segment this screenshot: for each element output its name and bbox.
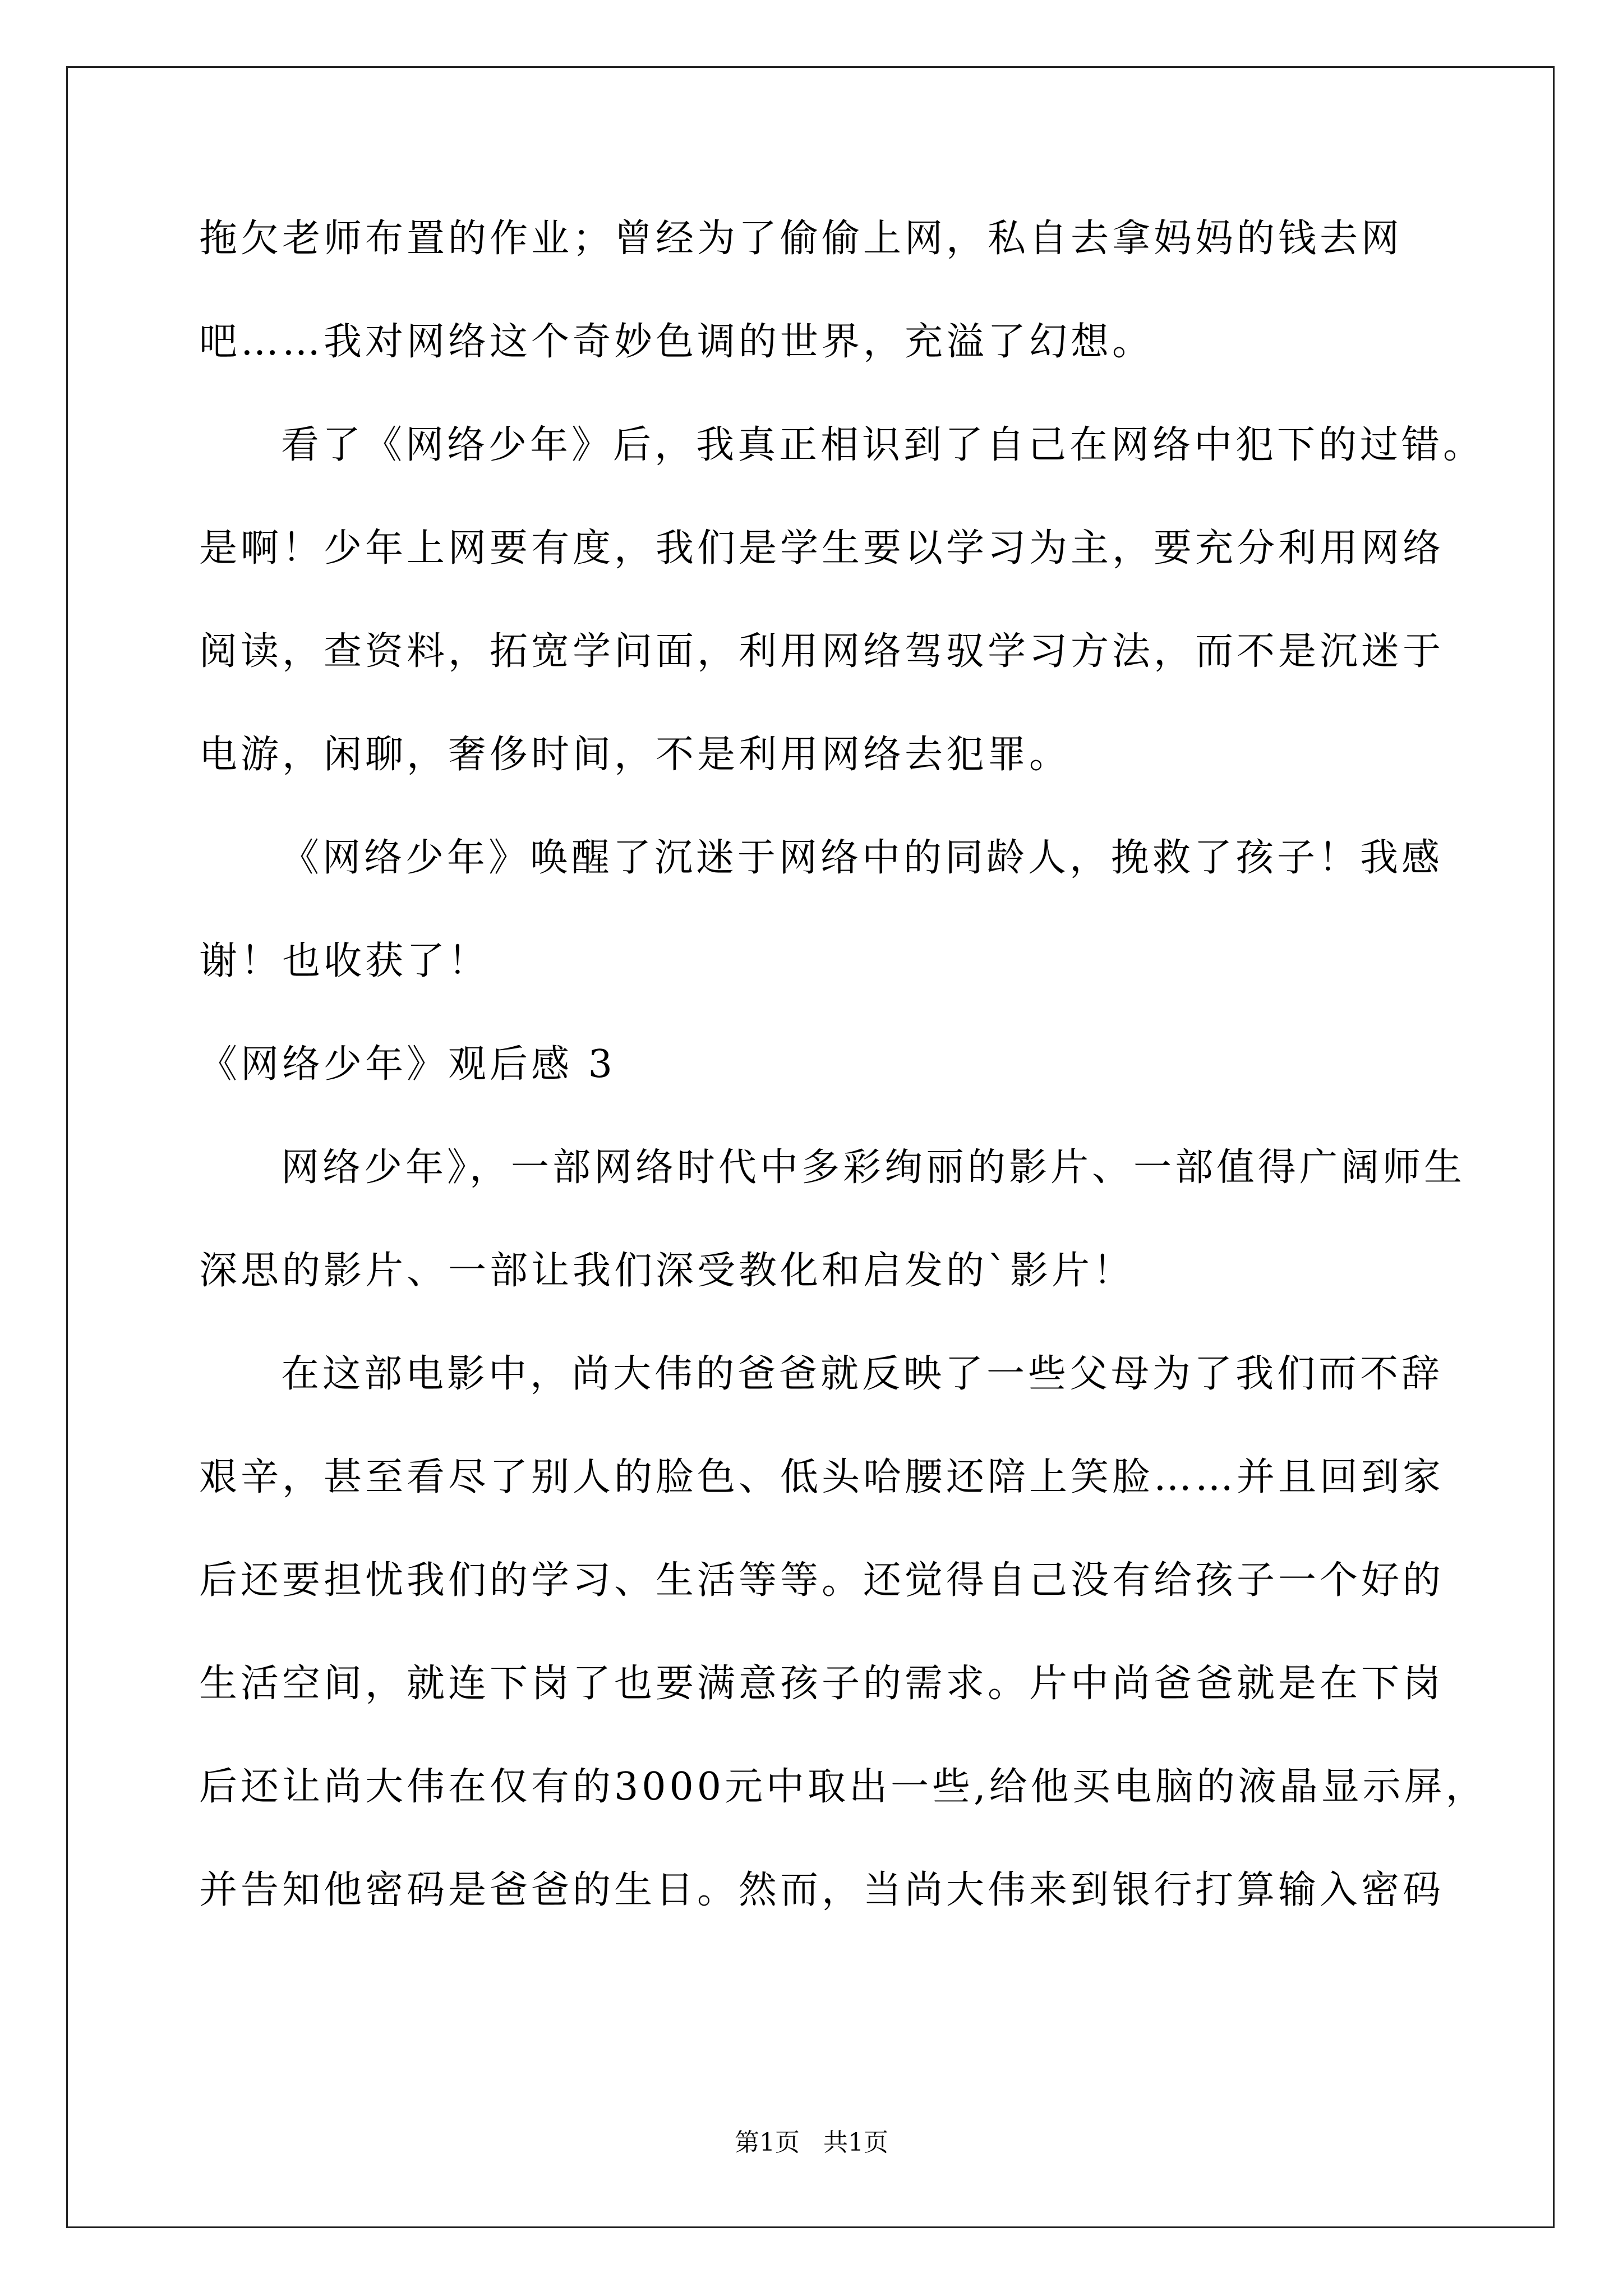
text-line: 谢！也收获了！ bbox=[199, 939, 490, 983]
page-number: 第1页 共1页 bbox=[735, 2128, 888, 2157]
text-line: 吧……我对网络这个奇妙色调的世界，充溢了幻想。 bbox=[199, 320, 1154, 364]
paragraph-start: 《网络少年》唤醒了沉迷于网络中的同龄人，挽救了孩子！我感 bbox=[281, 836, 1444, 880]
text-line: 深思的影片、一部让我们深受教化和启发的`影片！ bbox=[199, 1249, 1135, 1293]
text-line: 后还让尚大伟在仅有的3000元中取出一些,给他买电脑的液晶显示屏， bbox=[199, 1765, 1487, 1809]
text-line: 并告知他密码是爸爸的生日。然而，当尚大伟来到银行打算输入密码 bbox=[199, 1868, 1445, 1912]
text-line: 生活空间，就连下岗了也要满意孩子的需求。片中尚爸爸就是在下岗 bbox=[199, 1662, 1445, 1706]
paragraph-start: 网络少年》，一部网络时代中多彩绚丽的影片、一部值得广阔师生 bbox=[281, 1145, 1466, 1190]
text-line: 是啊！少年上网要有度，我们是学生要以学习为主，要充分利用网络 bbox=[199, 526, 1445, 570]
text-line: 艰辛，甚至看尽了别人的脸色、低头哈腰还陪上笑脸……并且回到家 bbox=[199, 1455, 1445, 1499]
text-line: 后还要担忧我们的学习、生活等等。还觉得自己没有给孩子一个好的 bbox=[199, 1558, 1445, 1603]
document-body bbox=[199, 213, 1487, 1968]
text-line: 电游，闲聊，奢侈时间，不是利用网络去犯罪。 bbox=[199, 733, 1071, 777]
paragraph-start: 看了《网络少年》后，我真正相识到了自己在网络中犯下的过错。 bbox=[281, 423, 1485, 467]
paragraph-start: 在这部电影中，尚大伟的爸爸就反映了一些父母为了我们而不辞 bbox=[281, 1352, 1444, 1396]
text-line: 拖欠老师布置的作业；曾经为了偷偷上网，私自去拿妈妈的钱去网 bbox=[199, 217, 1403, 261]
section-heading: 《网络少年》观后感 3 bbox=[199, 1042, 616, 1087]
text-line: 阅读，查资料，拓宽学问面，利用网络驾驭学习方法，而不是沉迷于 bbox=[199, 629, 1445, 674]
